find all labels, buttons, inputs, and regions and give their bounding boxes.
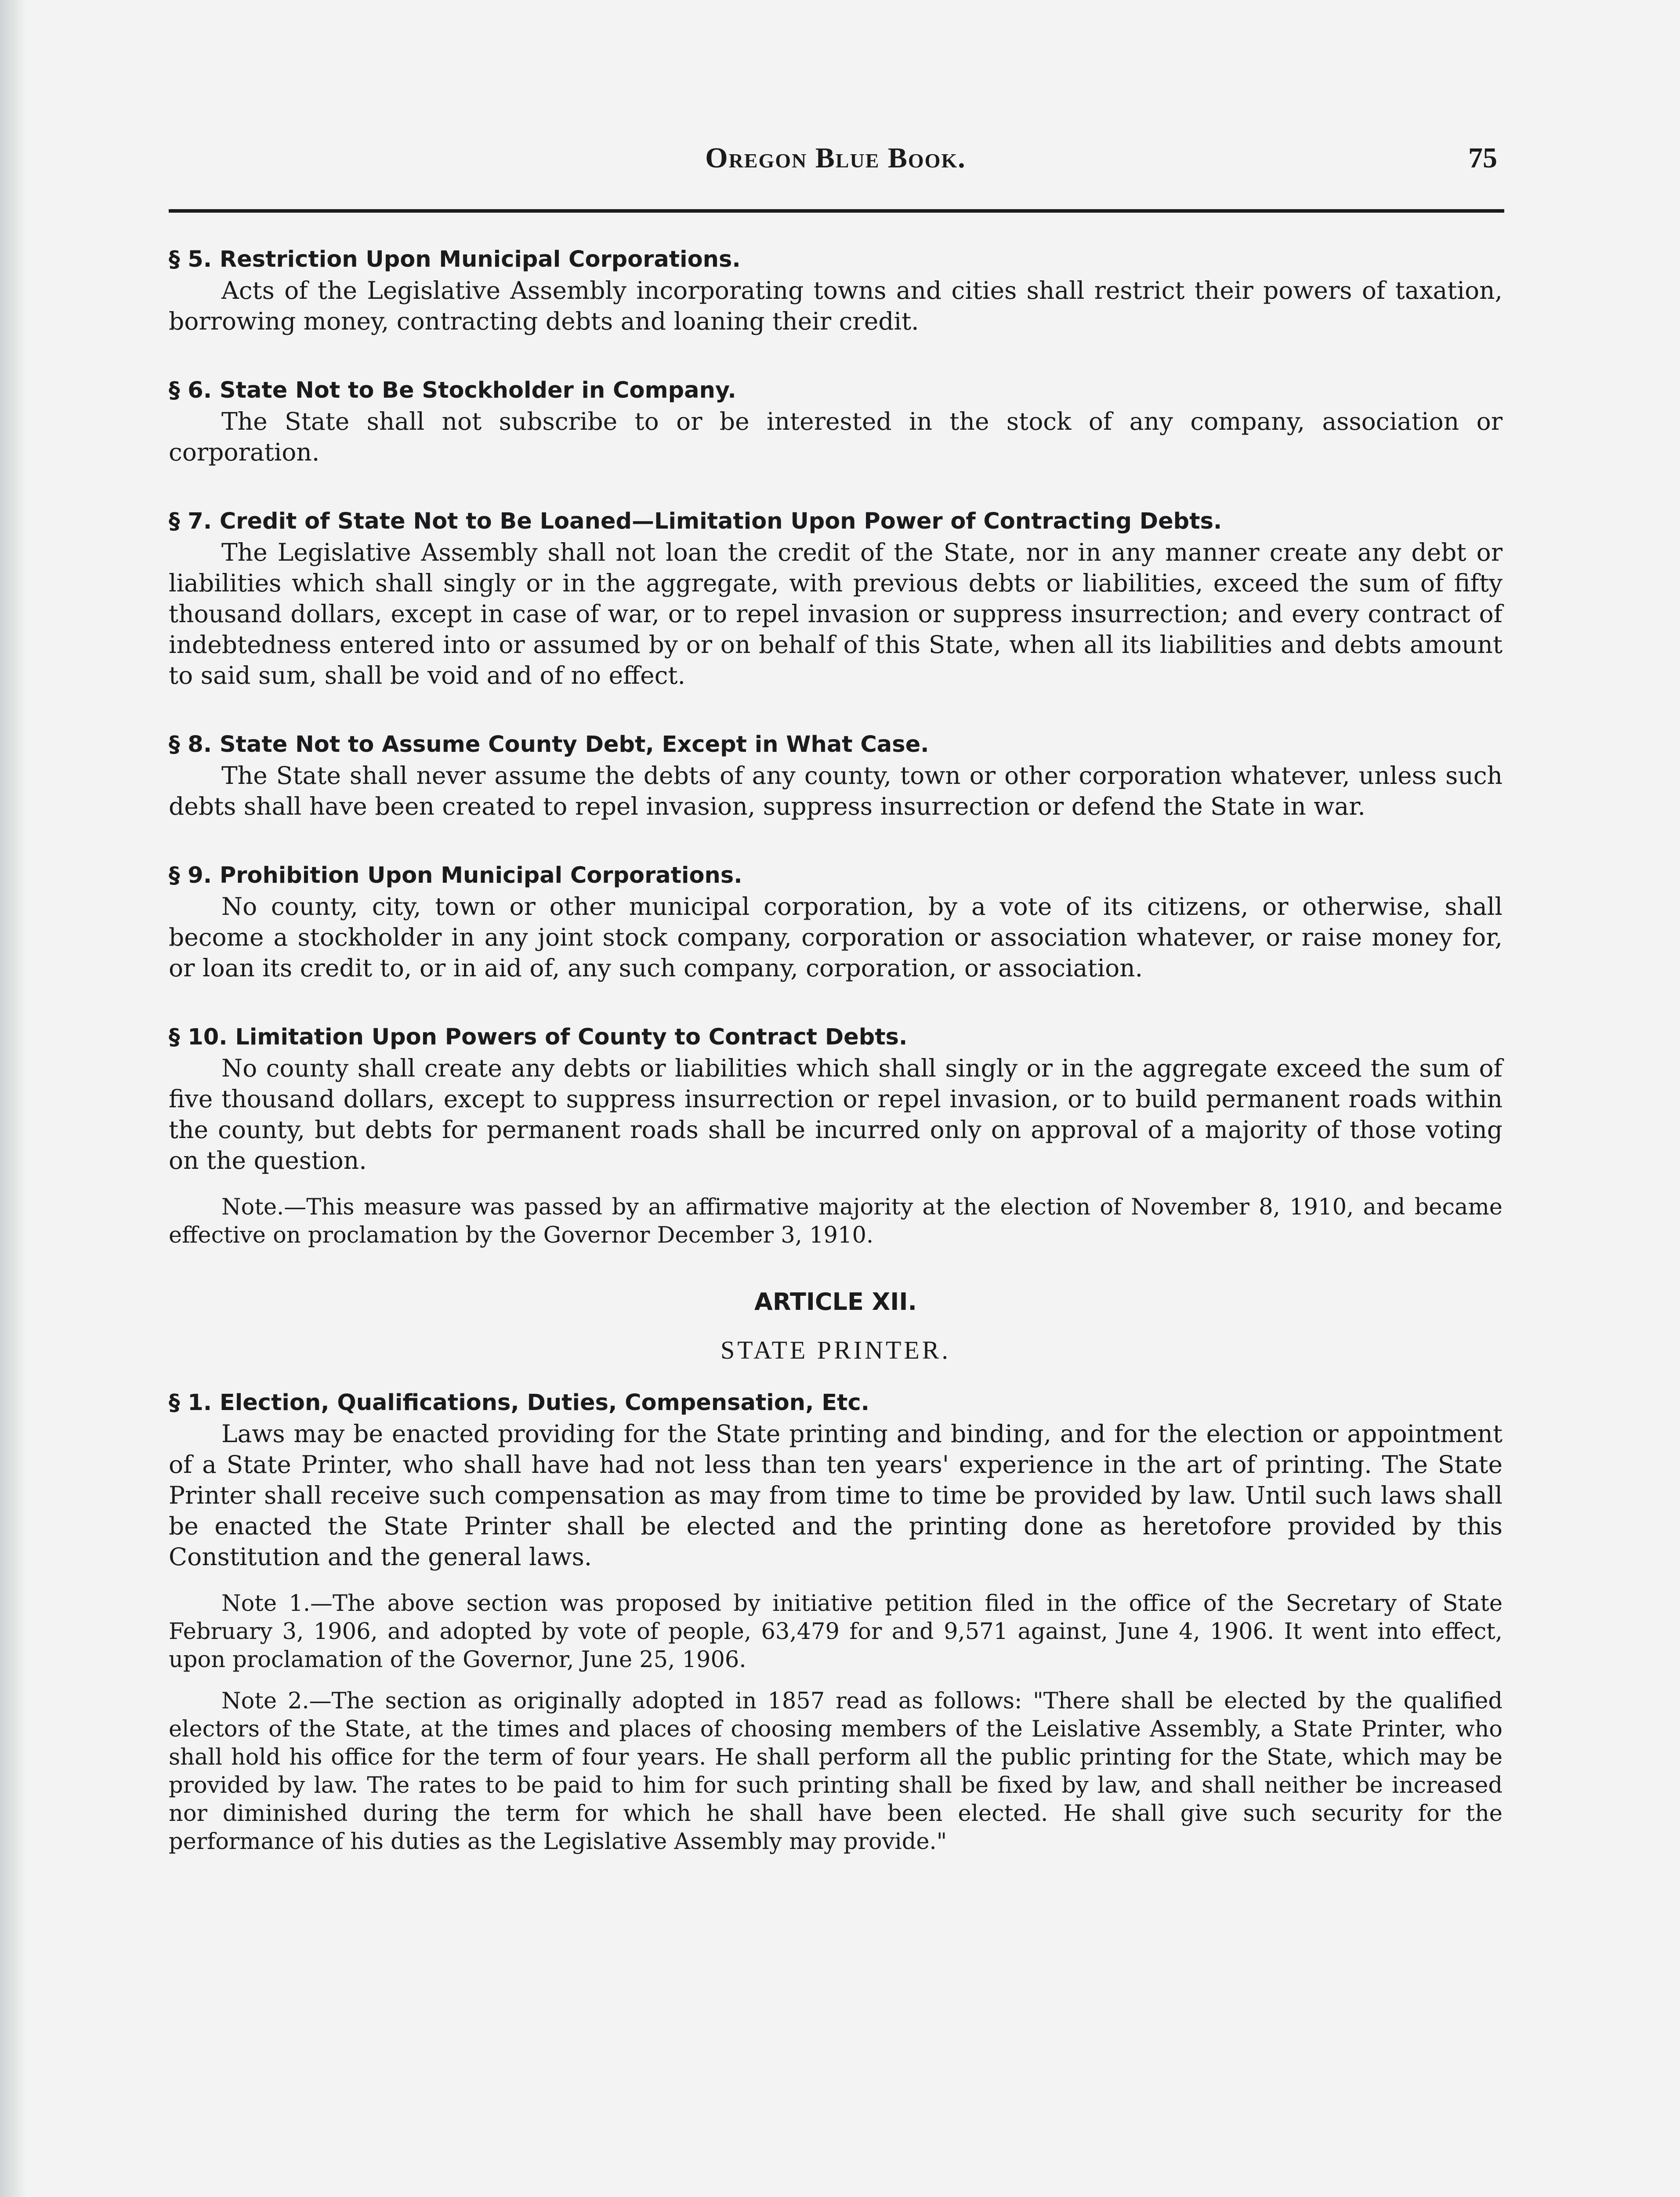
page-spine-shadow bbox=[0, 0, 26, 2197]
section-body: The Legislative Assembly shall not loan the credit of the State, nor in any manner create any debt or liabilities which shall singly or in the aggregate, with previous debts or liabilities, exceed the sum of fifty thousand dollars, except in case of war, or to repel invasion or suppress insurrection; and every contract of indebtedness entered into or assumed by or on behalf of this State, when all its liabilities and debts amount to said sum, shall be void and of no effect. bbox=[169, 538, 1503, 689]
section-body: No county shall create any debts or liabilities which shall singly or in the aggregate exceed the sum of five thousand dollars, except to suppress insurrection or repel invasion, or to build permanent roads within the county, but debts for permanent roads shall be incurred only on approval of a majority of those voting on the question. bbox=[169, 1054, 1503, 1175]
section-heading: § 5. Restriction Upon Municipal Corporations. bbox=[169, 247, 741, 272]
header-rule bbox=[169, 209, 1504, 213]
section-heading: § 10. Limitation Upon Powers of County to Contract Debts. bbox=[169, 1024, 908, 1050]
section-body: No county, city, town or other municipal corporation, by a vote of its citizens, or otherwise, shall become a stockholder in any joint stock company, corporation or association whatever, or raise money for, or loan its credit to, or in aid of, any such company, corporation, or association. bbox=[169, 892, 1503, 982]
section-heading: § 8. State Not to Assume County Debt, Except in What Case. bbox=[169, 732, 929, 758]
page-number: 75 bbox=[1468, 142, 1497, 174]
section-heading: § 1. Election, Qualifications, Duties, Compensation, Etc. bbox=[169, 1390, 870, 1416]
section-6 bbox=[169, 375, 1503, 468]
section-heading: § 9. Prohibition Upon Municipal Corporations. bbox=[169, 863, 742, 888]
section-body: Laws may be enacted providing for the State printing and binding, and for the election or appointment of a State Printer, who shall have had not less than ten years' experience in the art of printing. The State Printer shall receive such compensation as may from time to time be provided by law. Until such laws shall be enacted the State Printer shall be elected and the printing done as heretofore provided by this Constitution and the general laws. bbox=[169, 1420, 1503, 1571]
section-10 bbox=[169, 1022, 1503, 1250]
section-9 bbox=[169, 860, 1503, 983]
article-note-2: Note 2.—The section as originally adopted in 1857 read as follows: "There shall be elected by the qualified electors of the State, at the times and places of choosing members of the Leislative Assembly, a State Printer, who shall hold his office for the term of four years. He shall perform all the public printing for the State, which may be provided by law. The rates to be paid to him for such printing shall be fixed by law, and shall neither be increased nor diminished during the term for which he shall have been elected. He shall give such security for the performance of his duties as the Legislative Assembly may provide." bbox=[169, 1688, 1503, 1855]
article-note-1: Note 1.—The above section was proposed by initiative petition filed in the office of the Secretary of State February 3, 1906, and adopted by vote of people, 63,479 for and 9,571 against, June 4, 1906. It went into effect, upon proclamation of the Governor, June 25, 1906. bbox=[169, 1591, 1503, 1673]
running-title: Oregon Blue Book. bbox=[705, 142, 966, 174]
section-7 bbox=[169, 506, 1503, 691]
section-body: The State shall never assume the debts of any county, town or other corporation whatever, unless such debts shall have been created to repel invasion, suppress insurrection or defend the State in war. bbox=[169, 761, 1503, 820]
article-xii bbox=[169, 1287, 1503, 1856]
section-note: Note.—This measure was passed by an affirmative majority at the election of November 8, 1910, and became effective on proclamation by the Governor December 3, 1910. bbox=[169, 1194, 1503, 1248]
section-8 bbox=[169, 729, 1503, 822]
section-heading: § 7. Credit of State Not to Be Loaned—Limitation Upon Power of Contracting Debts. bbox=[169, 508, 1222, 534]
section-body: Acts of the Legislative Assembly incorporating towns and cities shall restrict their powers of taxation, borrowing money, contracting debts and loaning their credit. bbox=[169, 276, 1503, 335]
section-body: The State shall not subscribe to or be interested in the stock of any company, association or corporation. bbox=[169, 407, 1503, 466]
section-5 bbox=[169, 244, 1503, 337]
page-content bbox=[169, 244, 1503, 1856]
page-header bbox=[169, 140, 1503, 188]
article-heading: ARTICLE XII. bbox=[754, 1288, 917, 1316]
article-subtitle: STATE PRINTER. bbox=[720, 1336, 951, 1364]
section-heading: § 6. State Not to Be Stockholder in Company. bbox=[169, 377, 736, 403]
